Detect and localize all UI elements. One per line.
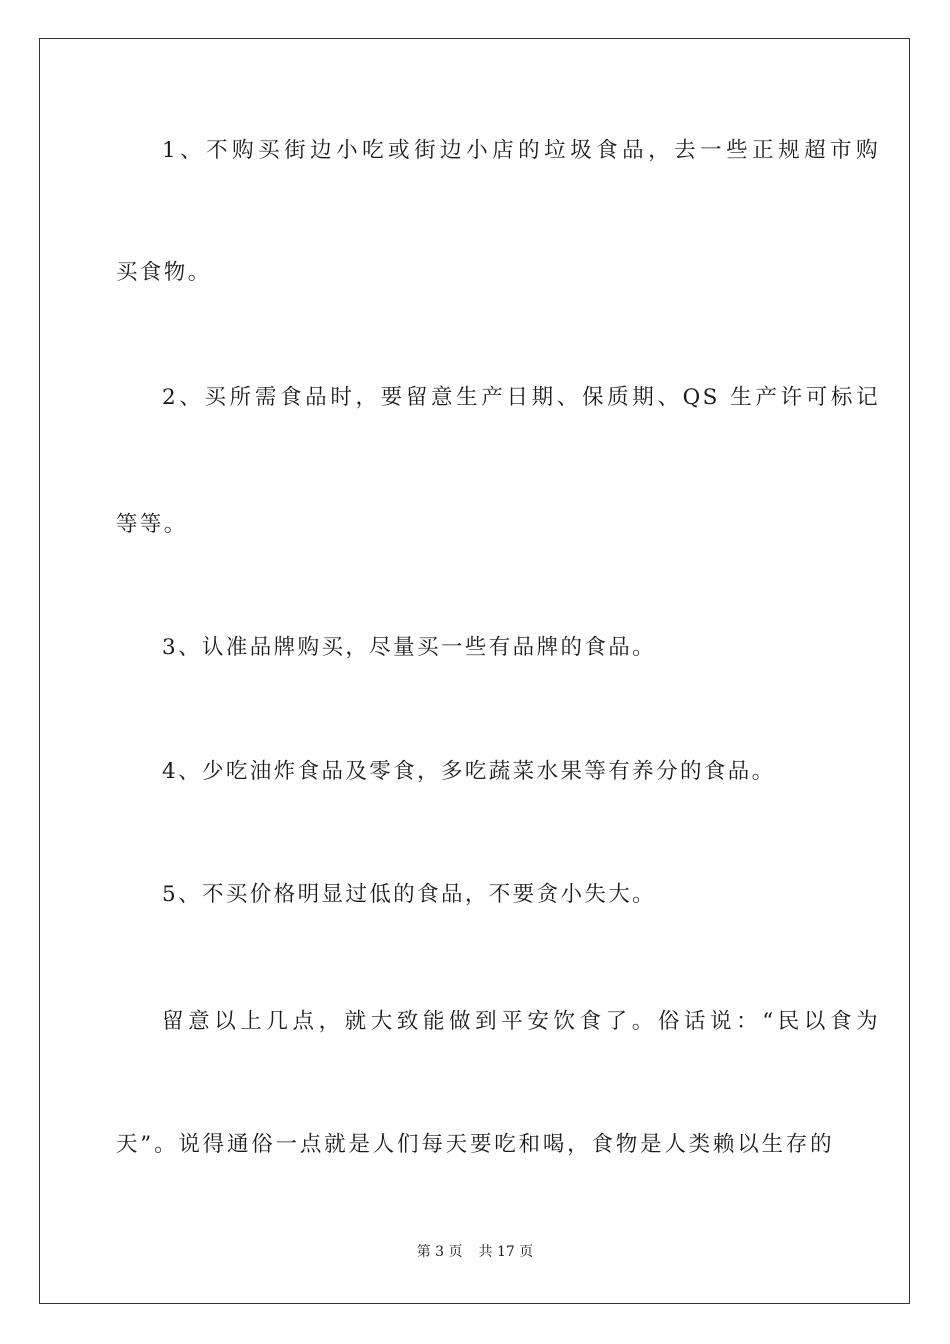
paragraph-2-line-2: 等等。 bbox=[116, 512, 188, 537]
paragraph-1-line-1: 1、不购买街边小吃或街边小店的垃圾食品，去一些正规超市购 bbox=[162, 138, 880, 163]
page-number: 第 3 页 bbox=[416, 1244, 463, 1260]
paragraph-1-line-2: 买食物。 bbox=[116, 260, 212, 285]
page-footer bbox=[0, 1242, 950, 1262]
paragraph-6-line-2: 天”。说得通俗一点就是人们每天要吃和喝，食物是人类赖以生存的 bbox=[116, 1132, 834, 1157]
page-border bbox=[39, 38, 910, 1304]
paragraph-3: 3、认准品牌购买，尽量买一些有品牌的食品。 bbox=[162, 635, 657, 660]
paragraph-2-line-1: 2、买所需食品时，要留意生产日期、保质期、QS 生产许可标记 bbox=[162, 385, 880, 410]
paragraph-6-line-1: 留意以上几点，就大致能做到平安饮食了。俗话说：“民以食为 bbox=[162, 1009, 880, 1034]
page-total: 共 17 页 bbox=[478, 1244, 534, 1260]
paragraph-4: 4、少吃油炸食品及零食，多吃蔬菜水果等有养分的食品。 bbox=[162, 759, 776, 784]
paragraph-5: 5、不买价格明显过低的食品，不要贪小失大。 bbox=[162, 882, 657, 907]
